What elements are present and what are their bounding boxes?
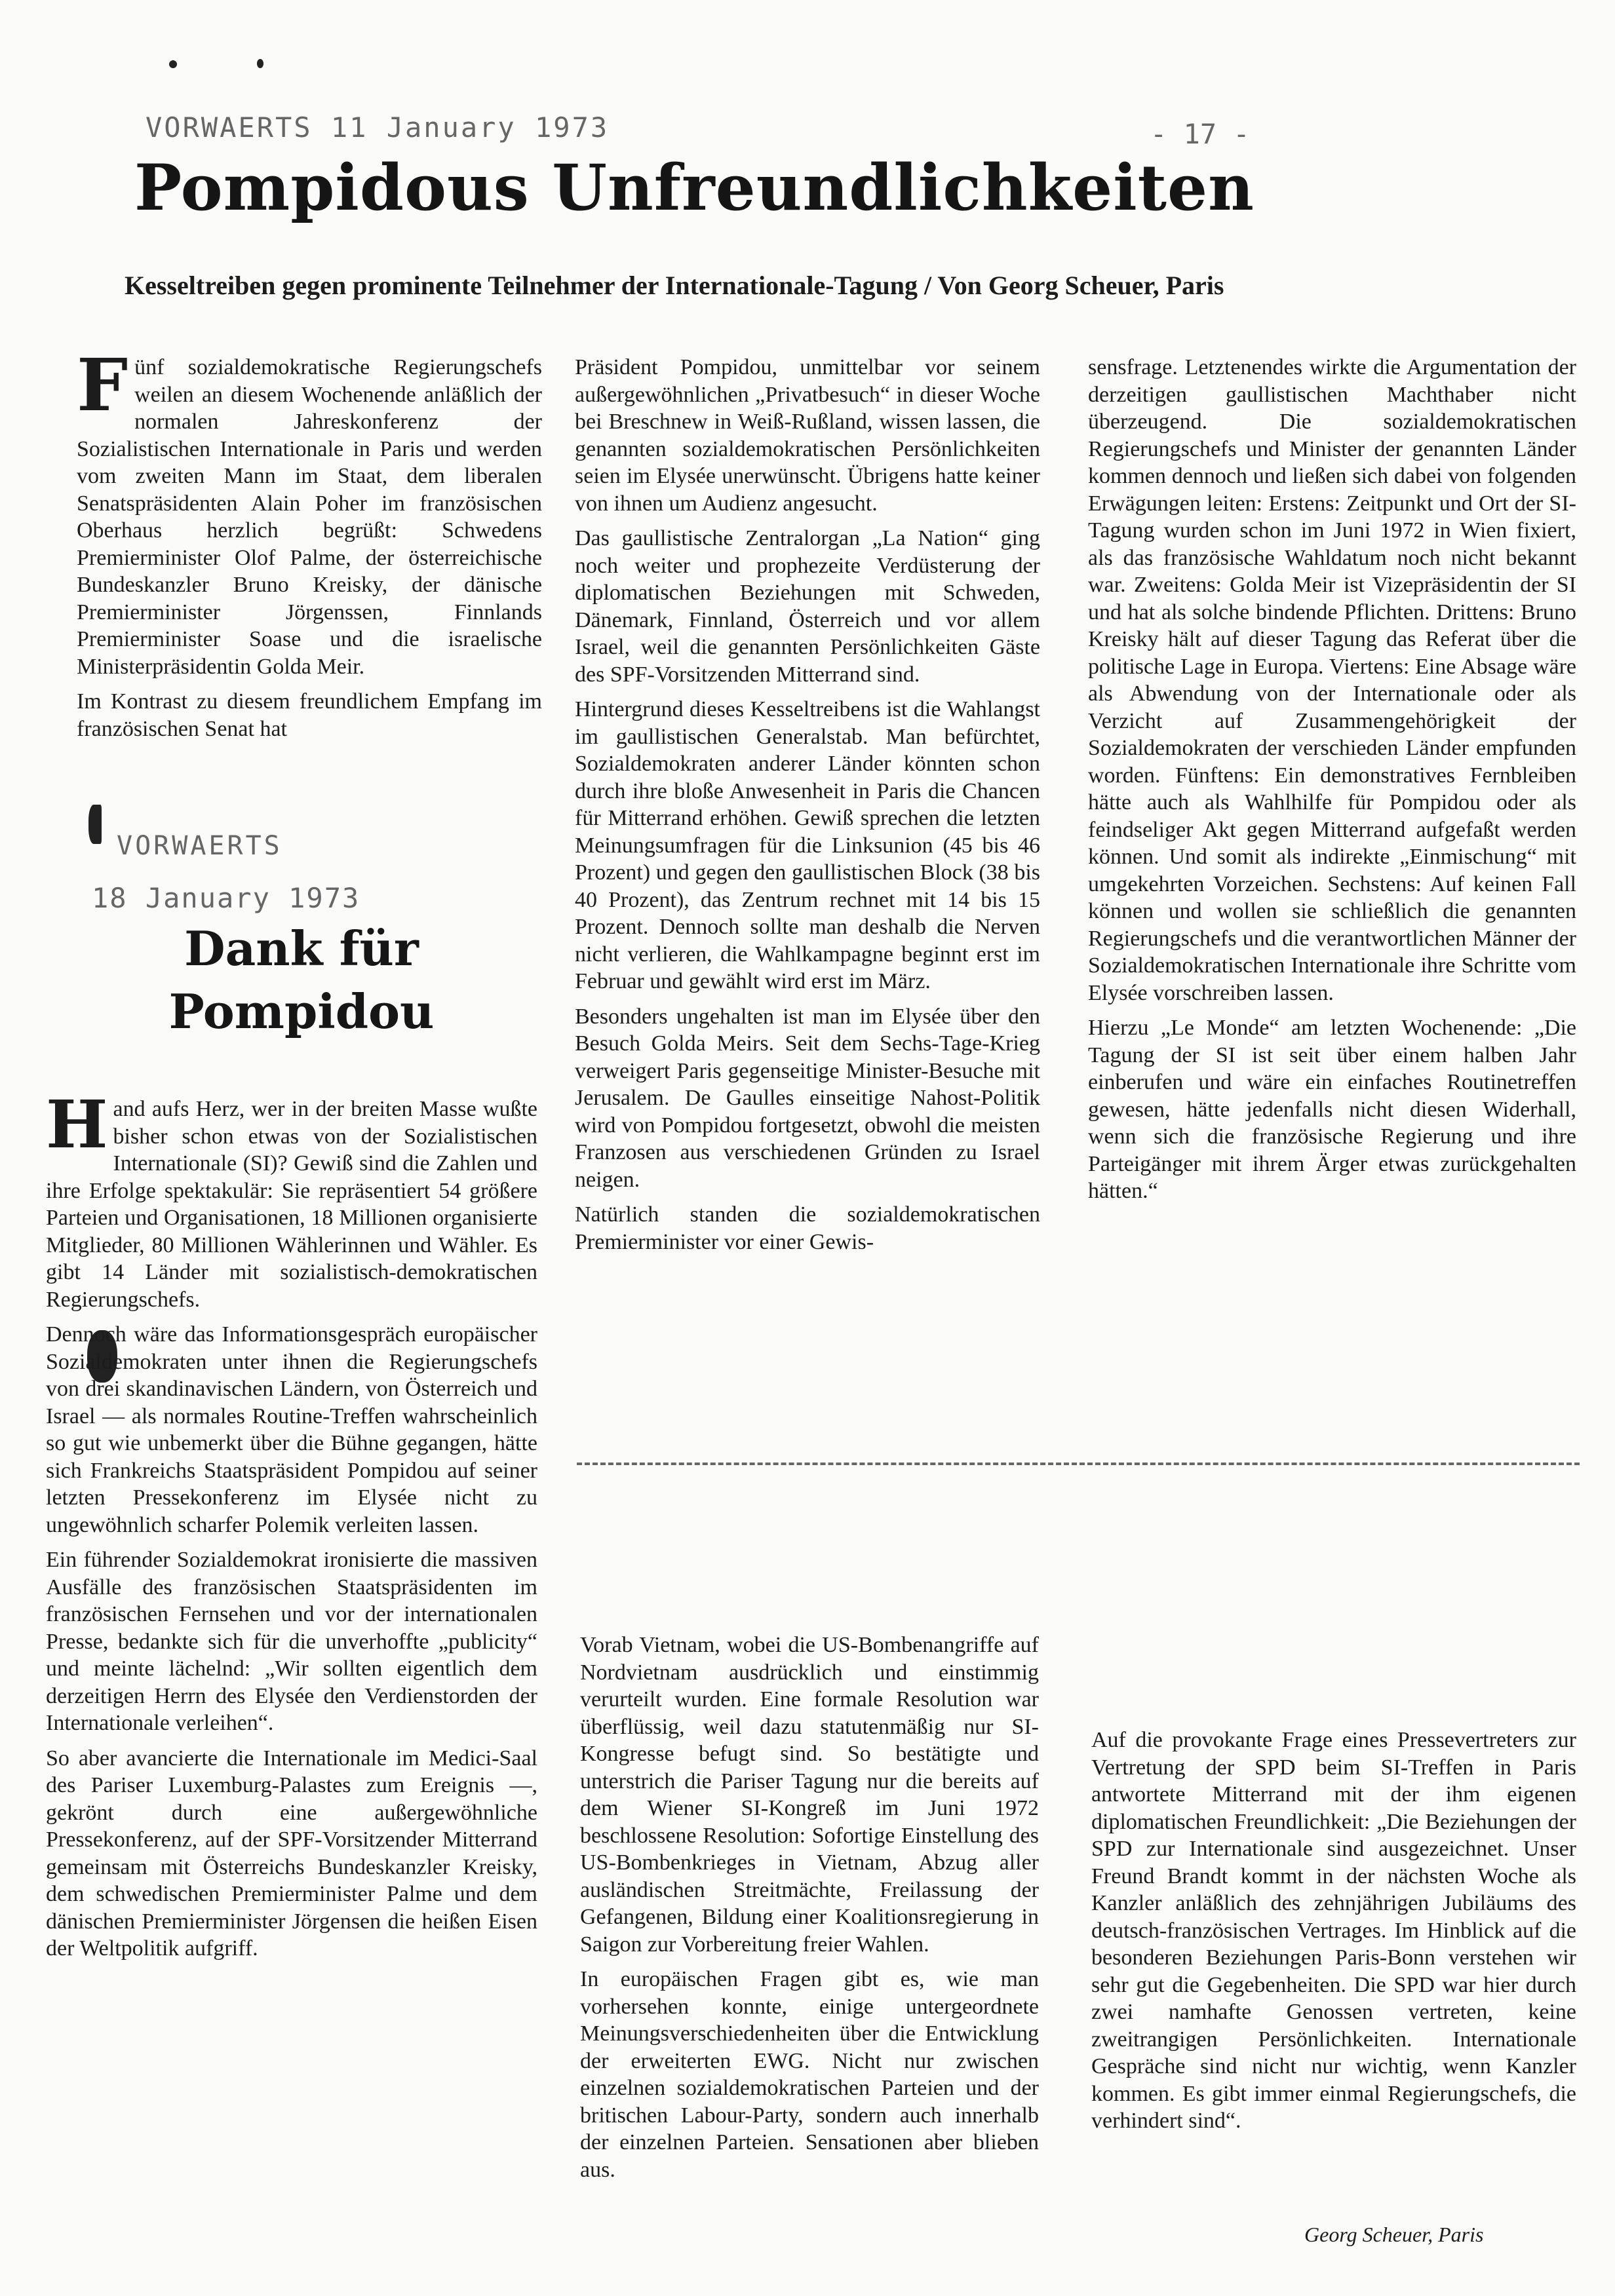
article-1-paragraph: Natürlich standen die sozialdemokratischen Premierminister vor einer Gewis-	[575, 1202, 1040, 1254]
source-stamp: VORWAERTS 11 January 1973	[146, 111, 610, 144]
article-2-column-3	[1091, 1727, 1576, 2143]
article-1-paragraph: Präsident Pompidou, unmittelbar vor seinem außergewöhnlichen „Privatbesuch“ in dieser Woche bei Breschnew in Weiß-Rußland, wissen lassen, die genannten sozialdemokratischen Persönlichkeiten seien im Elysée unerwünscht. Übrigens hatte keiner von ihnen um Audienz angesucht.	[575, 355, 1040, 516]
article-1-paragraph: Hintergrund dieses Kesseltreibens ist die Wahlangst im gaullistischen Generalstab. Man befürchtet, Sozialdemokraten anderer Länder könnten schon durch ihre bloße Anwesenheit in Paris die Chancen für Mitterrand erhöhen. Gewiß sprechen die letzten Meinungsumfragen für die Linksunion (45 bis 46 Prozent) und gegen den gaullistischen Block (38 bis 40 Prozent), das Zentrum rechnet mit 14 bis 15 Prozent. Dennoch sollte man deshalb die Nerven nicht verlieren, die Wahlkampagne beginnt erst im Februar und gewählt wird erst im März.	[575, 697, 1040, 993]
article-1-column-2	[575, 354, 1040, 1263]
article-2-paragraph: Ein führender Sozialdemokrat ironisierte die massiven Ausfälle des französischen Staatspräsidenten im französischen Fernsehen und vor der internationalen Presse, bedankte sich für die unverhoffte „publicity“ und meinte lächelnd: „Wir sollten eigentlich dem derzeitigen Herrn des Elysée den Verdienstorden der Internationale verleihen“.	[46, 1548, 537, 1735]
article-2-paragraph: Vorab Vietnam, wobei die US-Bombenangriffe auf Nordvietnam ausdrücklich und einstimmig verurteilt wurden. Eine formale Resolution war überflüssig, weil dazu statutenmäßig nur SI-Kongresse befugt sind. So bestätigte und unterstrich die Pariser Tagung nur die bereits auf dem Wiener SI-Kongreß im Juni 1972 beschlossene Resolution: Sofortige Einstellung des US-Bombenkrieges in Vietnam, Abzug aller ausländischen Streitmächte, Freilassung der Gefangenen, Bildung einer Koalitionsregierung in Saigon zur Vorbereitung freier Wahlen.	[580, 1633, 1039, 1957]
byline: Georg Scheuer, Paris	[1304, 2223, 1484, 2246]
headline: Pompidous Unfreundlichkeiten	[134, 151, 1255, 225]
article-1-column-1	[77, 343, 542, 750]
article-2-paragraph: Auf die provokante Frage eines Pressevertreters zur Vertretung der SPD beim SI-Treffen in Paris antwortete Mitterrand mit der ihm eigenen diplomatischen Freundlichkeit: „Die Beziehungen der SPD zur Internationale sind ausgezeichnet. Unser Freund Brandt kommt in der nächsten Woche als Kanzler anläßlich des zehnjährigen Jubiläums des deutsch-französischen Vertrages. Im Hinblick auf die besonderen Beziehungen Paris-Bonn verstehen wir sehr gut die Gegebenheiten. Die SPD war hier durch zwei namhafte Genossen vertreten, keine zweitrangigen Persönlichkeiten. Internationale Gespräche sind nicht nur wichtig, wenn Kanzler kommen. Es gibt immer einmal Regierungschefs, die verhindert sind“.	[1091, 1728, 1576, 2133]
article-2-paragraph: Hand aufs Herz, wer in der breiten Masse wußte bisher schon etwas von der Sozialistischen Internationale (SI)? Gewiß sind die Zahlen und ihre Erfolge spektakulär: Sie repräsentiert 54 größere Parteien und Organisationen, 18 Millionen organisierte Mitglieder, 80 Millionen Wählerinnen und Wähler. Es gibt 14 Länder mit sozialistisch-demokratischen Regierungschefs.	[46, 1086, 537, 1312]
article-separator	[577, 1463, 1580, 1465]
source-stamp-2: VORWAERTS	[117, 831, 282, 861]
article-1-paragraph: Das gaullistische Zentralorgan „La Nation“ ging noch weiter und prophezeite Verdüsterung der diplomatischen Beziehungen mit Schweden, Dänemark, Finnland, Österreich und vor allem Israel, weil die genannten Persönlichkeiten Gäste des SPF-Vorsitzenden Mitterrand sind.	[575, 526, 1040, 687]
scan-speck	[257, 59, 263, 68]
page-number: - 17 -	[1150, 118, 1250, 150]
article-1-paragraph: Hierzu „Le Monde“ am letzten Wochenende: „Die Tagung der SI ist seit über einem halben Jahr einberufen und wäre ein einfaches Routinetreffen gewesen, hätte jedenfalls nicht diesen Widerhall, wenn sich die französische Regierung und ihre Parteigänger mit ihrem Ärger etwas zurückgehalten hätten.“	[1088, 1016, 1576, 1203]
article-1-paragraph: Besonders ungehalten ist man im Elysée über den Besuch Golda Meirs. Seit dem Sechs-Tage-Krieg verweigert Paris gegenseitige Minister-Besuche mit Jerusalem. De Gaulles einseitige Nahost-Politik wird von Pompidou fortgesetzt, obwohl die meisten Franzosen aus verschiedenen Gründen zu Israel neigen.	[575, 1004, 1040, 1192]
article-2-paragraph: Dennoch wäre das Informationsgespräch europäischer Sozialdemokraten unter ihnen die Regierungschefs von drei skandinavischen Ländern, von Österreich und Israel — als normales Routine-Treffen wahrscheinlich so gut wie unbemerkt über die Bühne gegangen, hätte sich Frankreichs Staatspräsident Pompidou auf seiner letzten Pressekonferenz im Elysée nicht zu ungewöhnlich scharfer Polemik verleiten lassen.	[46, 1322, 537, 1537]
article-2-headline	[92, 917, 511, 1043]
article-1-paragraph: Im Kontrast zu diesem freundlichem Empfang im französischen Senat hat	[77, 689, 542, 741]
article-1-column-3	[1088, 354, 1576, 1213]
scan-speck	[88, 805, 102, 844]
headline-line-1: Dank für	[184, 921, 419, 976]
headline-line-2: Pompidou	[168, 984, 435, 1039]
drop-cap: F	[77, 343, 128, 427]
article-2-paragraph: So aber avancierte die Internationale im Medici-Saal des Pariser Luxemburg-Palastes zum Ereignis —, gekrönt durch eine außergewöhnliche Pressekonferenz, auf der SPF-Vorsitzender Mitterrand gemeinsam mit Österreichs Bundeskanzler Kreisky, dem schwedischen Premierminister Palme und dem dänischen Premierminister Jörgensen die heißen Eisen der Weltpolitik aufgriff.	[46, 1746, 537, 1961]
article-2-column-1	[46, 1086, 537, 1970]
subheadline: Kesseltreiben gegen prominente Teilnehmer der Internationale-Tagung / Von Georg Scheuer, Paris	[125, 271, 1224, 300]
article-2-column-2	[580, 1632, 1039, 2191]
date-stamp: 18 January 1973	[92, 882, 360, 914]
article-1-paragraph: sensfrage. Letztenendes wirkte die Argumentation der derzeitigen gaullistischen Machthaber nicht überzeugend. Die sozialdemokratischen Regierungschefs und Minister der genannten Länder kommen dennoch und ließen sich dabei von folgenden Erwägungen leiten: Erstens: Zeitpunkt und Ort der SI-Tagung wurden schon im Juni 1972 in Wien fixiert, als das französische Wahldatum noch nicht bekannt war. Zweitens: Golda Meir ist Vizepräsidentin der SI und hat als solche bindende Pflichten. Drittens: Bruno Kreisky hält auf dieser Tagung das Referat über die politische Lage in Europa. Viertens: Eine Absage wäre als Abwendung von der Internationale oder als Verzicht auf Zusammengehörigkeit der Sozialdemokraten der verschieden Länder empfunden worden. Fünftens: Ein demonstratives Fernbleiben hätte auch als Wahlhilfe für Pompidou oder als feindseliger Akt gegen Mitterrand aufgefaßt werden können. Und somit als indirekte „Einmischung“ mit umgekehrten Vorzeichen. Sechstens: Auf keinen Fall können und wollen sie schließlich die genannten Regierungschefs und die verantwortlichen Männer der Sozialdemokratischen Internationale ihre Schritte vom Elysée vorschreiben lassen.	[1088, 355, 1576, 1005]
article-2-paragraph: In europäischen Fragen gibt es, wie man vorhersehen konnte, einige untergeordnete Meinungsverschiedenheiten über die Entwicklung der erweiterten EWG. Nicht nur zwischen einzelnen sozialdemokratischen Parteien und der britischen Labour-Party, sondern auch innerhalb der einzelnen Parteien. Sensationen aber blieben aus.	[580, 1967, 1039, 2182]
drop-cap-2: H	[46, 1086, 108, 1163]
article-1-paragraph: Fünf sozialdemokratische Regierungschefs weilen an diesem Wochenende anläßlich der normalen Jahreskonferenz der Sozialistischen Internationale in Paris und werden vom zweiten Mann im Staat, dem liberalen Senatspräsidenten Alain Poher im französischen Oberhaus herzlich begrüßt: Schwedens Premierminister Olof Palme, der österreichische Bundeskanzler Bruno Kreisky, der dänische Premierminister Jörgenssen, Finnlands Premierminister Soase und die israelische Ministerpräsidentin Golda Meir.	[77, 343, 542, 679]
scan-speck	[169, 60, 177, 68]
